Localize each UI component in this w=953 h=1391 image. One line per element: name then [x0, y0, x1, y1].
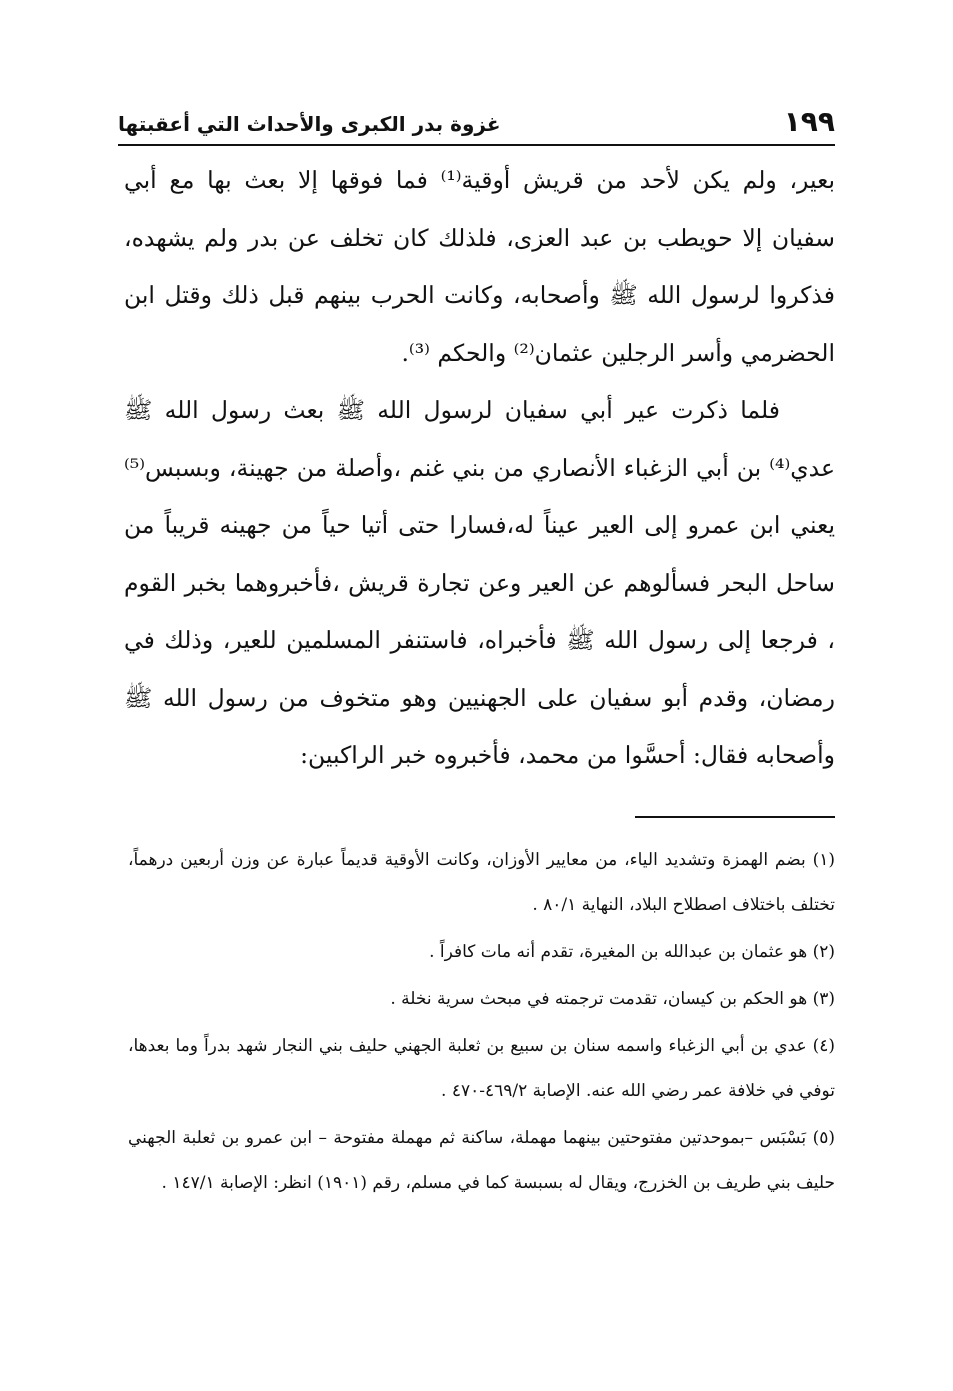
footnote-5: (٥) بَسْبَس –بموحدتين مفتوحتين بينهما مهملة، ساكنة ثم مهملة مفتوحة – ابن عمرو بن ثعلبة الجهني حليف بني طريف بن الخزرج، ويقال له بسبسة كما في مسلم، رقم (١٩٠١) انظر: الإصابة ١٤٧/١ .: [128, 1128, 835, 1193]
footnote-separator: [635, 816, 835, 818]
footnote-3: (٣) هو الحكم بن كيسان، تقدمت ترجمته في مبحث سرية نخلة .: [390, 989, 835, 1009]
paragraph-2: فلما ذكرت عير أبي سفيان لرسول الله ﷺ بعث رسول الله ﷺ عدي⁽⁴⁾ بن أبي الزغباء الأنصاري من بني غنم ،وأصلة من جهينة، وبسبس⁽⁵⁾ يعني ابن عمرو إلى العير عيناً له،فسارا حتى أتيا حياً من جهينه قريباً من ساحل البحر فسألوهم عن العير وعن تجارة قريش ،فأخبروهما بخبر القوم ، فرجعا إلى رسول الله ﷺ فأخبراه، فاستنفر المسلمين للعير، وذلك في رمضان، وقدم أبو سفيان على الجهنيين وهو متخوف من رسول الله ﷺ وأصحابه فقال: أحسَّوا من محمد، فأخبروه خبر الراكبين:: [124, 396, 835, 769]
page-number: ١٩٩: [783, 105, 835, 138]
paragraph-1: بعير، ولم يكن لأحد من قريش أوقية⁽¹⁾ فما فوقها إلا بعث بها مع أبي سفيان إلا حويطب بن عبد العزى، فلذلك كان تخلف عن بدر ولم يشهده، فذكروا لرسول الله ﷺ وأصحابه، وكانت الحرب بينهم قبل ذلك وقتل ابن الحضرمي وأسر الرجلين عثمان⁽²⁾ والحكم ⁽³⁾.: [124, 166, 835, 367]
running-title: غزوة بدر الكبرى والأحداث التي أعقبتها: [118, 112, 501, 136]
footnotes: [128, 838, 835, 1208]
footnote-2: (٢) هو عثمان بن عبدالله بن المغيرة، تقدم أنه مات كافراً .: [429, 942, 835, 962]
footnote-4: (٤) عدي بن أبي الزغباء واسمه سنان بن سبيع بن ثعلبة الجهني حليف بني النجار شهد بدراً وما بعدها، توفي في خلافة عمر رضي الله عنه. الإصابة ٤٦٩/٢-٤٧٠ .: [128, 1036, 835, 1101]
page-header: [118, 100, 835, 146]
main-text: [124, 152, 835, 785]
footnote-1: (١) بضم الهمزة وتشديد الياء، من معايير الأوزان، وكانت الأوقية قديماً عبارة عن وزن أربعين درهماً، تختلف باختلاف اصطلاح البلاد، النهاية ٨٠/١ .: [128, 850, 835, 915]
